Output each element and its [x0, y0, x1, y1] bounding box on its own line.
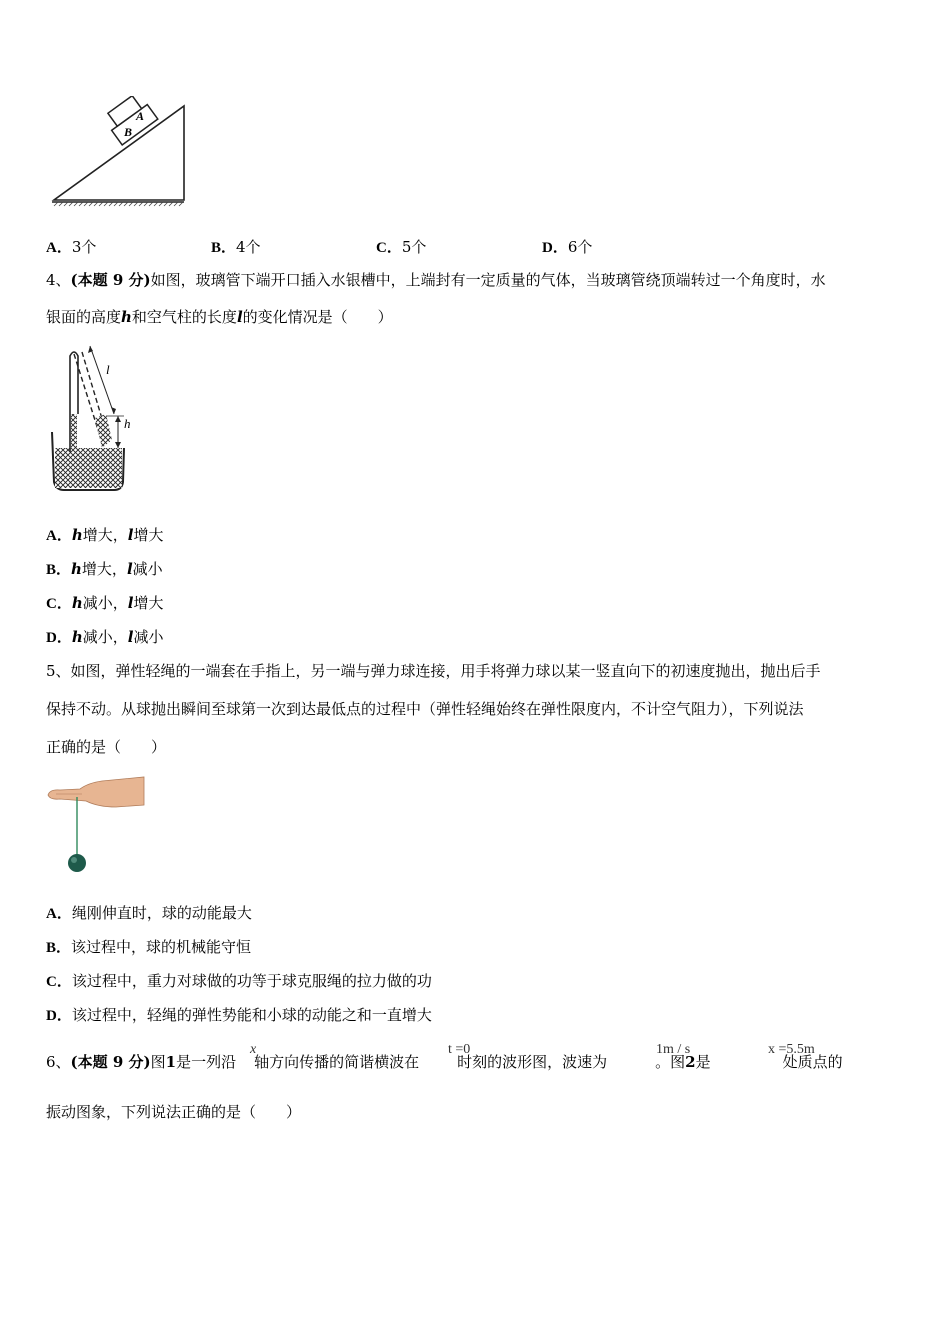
q5-option-b[interactable]: B．该过程中，球的机械能守恒 — [46, 938, 252, 956]
q4-stem-line1: 4、(本题 9 分)如图，玻璃管下端开口插入水银槽中，上端封有一定质量的气体，当玻璃管绕顶端转过一个角度时，水 — [46, 271, 826, 289]
q5-stem-line1: 5、如图，弹性轻绳的一端套在手指上，另一端与弹力球连接，用手将弹力球以某一竖直向下的初速度抛出，抛出后手 — [46, 662, 821, 680]
mercury-fill — [55, 448, 122, 488]
q3-option-d[interactable]: D．6个 — [542, 238, 593, 256]
q5-option-d[interactable]: D．该过程中，轻绳的弹性势能和小球的动能之和一直增大 — [46, 1006, 432, 1024]
block-a-label: A — [136, 109, 145, 123]
q5-stem-line2: 保持不动。从球抛出瞬间至球第一次到达最低点的过程中（弹性轻绳始终在弹性限度内，不计空气阻力），下列说法 — [46, 700, 804, 718]
q4-option-c[interactable]: C．h减小，l增大 — [46, 594, 164, 612]
q6-math-position: x =5.5m — [768, 1042, 815, 1057]
hand-ball-figure — [46, 775, 146, 877]
label-l: l — [106, 362, 110, 377]
length-l-arrow — [90, 346, 114, 414]
q6-stem-line1: 6、(本题 9 分)图1是一列沿 轴方向传播的简谐横波在 时刻的波形图，波速为 。图2是 处质点的 — [46, 1053, 843, 1071]
ball — [68, 854, 86, 872]
q3-option-b[interactable]: B．4个 — [211, 238, 261, 256]
q5-option-c[interactable]: C．该过程中，重力对球做的功等于球克服绳的拉力做的功 — [46, 972, 432, 990]
incline-figure — [48, 96, 188, 212]
q5-option-a[interactable]: A．绳刚伸直时，球的动能最大 — [46, 904, 252, 922]
q6-stem-line2: 振动图象，下列说法正确的是（ ） — [46, 1103, 302, 1121]
mercury-in-tube — [71, 414, 77, 448]
height-h-arrowhead-bottom — [115, 442, 121, 448]
q4-option-b[interactable]: B．h增大，l减小 — [46, 560, 163, 578]
ball-highlight — [71, 857, 77, 863]
height-h-arrowhead-top — [115, 416, 121, 422]
block-b-label: B — [124, 125, 133, 139]
label-h: h — [124, 416, 131, 431]
q6-math-t: t =0 — [448, 1042, 471, 1057]
q3-option-c[interactable]: C．5个 — [376, 238, 427, 256]
mercury-tube-figure — [48, 340, 148, 496]
q6-math-velocity: 1m / s — [656, 1042, 691, 1057]
q3-option-a[interactable]: A．3个 — [46, 238, 97, 256]
hand — [48, 777, 144, 807]
q6-math-x: x — [250, 1042, 257, 1057]
q4-option-d[interactable]: D．h减小，l减小 — [46, 628, 164, 646]
q5-stem-line3: 正确的是（ ） — [46, 738, 167, 756]
q4-option-a[interactable]: A．h增大，l增大 — [46, 526, 164, 544]
q4-stem-line2: 银面的高度h和空气柱的长度l的变化情况是（ ） — [46, 308, 393, 326]
mercury-in-tilted-tube — [95, 414, 112, 448]
